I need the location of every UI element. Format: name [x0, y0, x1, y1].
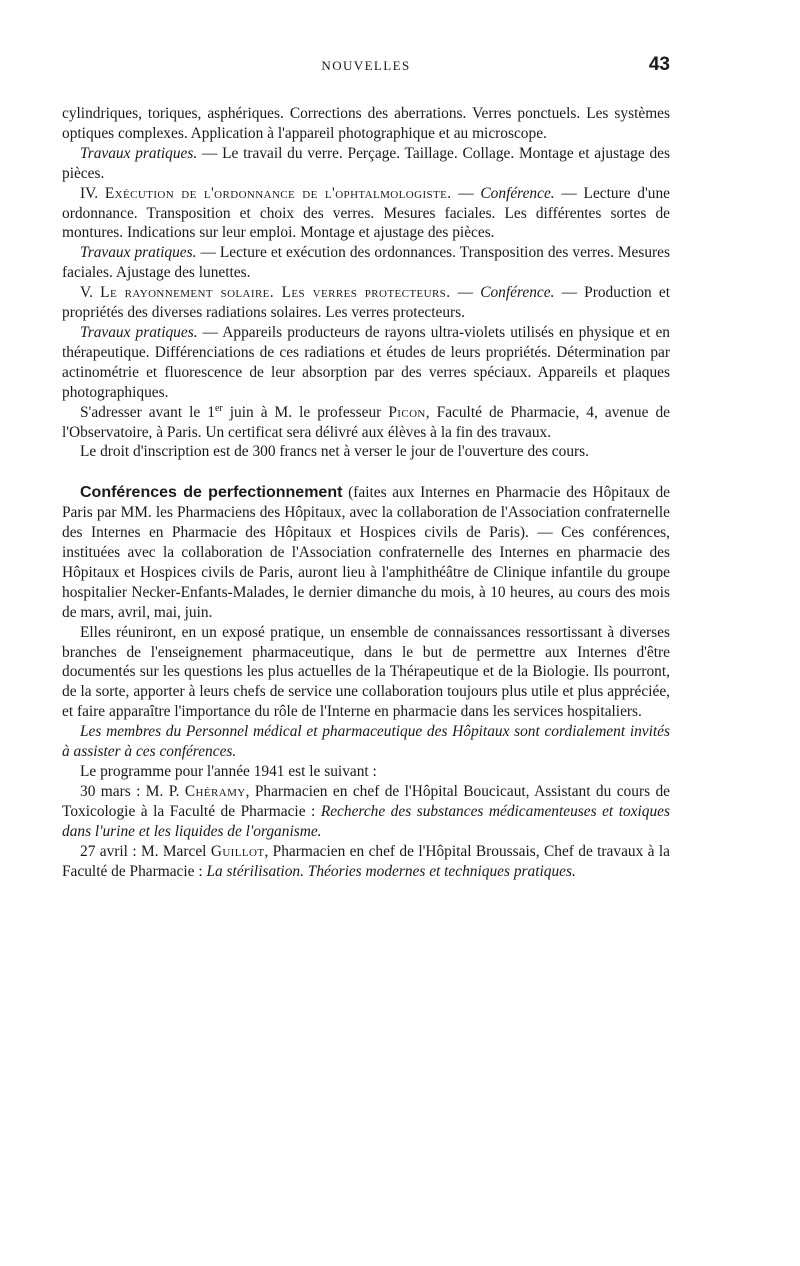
paragraph: Travaux pratiques. — Le travail du verre. Perçage. Taillage. Collage. Montage et ajustage des pièces. — [62, 144, 670, 182]
conference-topic: Recherche des substances médicamenteuses et toxiques dans l'urine et les liquides de l'organisme. — [62, 802, 670, 840]
person-name: Guillot — [210, 842, 265, 860]
paragraph: cylindriques, toriques, asphériques. Corrections des aberrations. Verres ponctuels. Les systèmes optiques complexes. Application à l'appareil photographique et au microscope. — [62, 105, 670, 142]
page-header — [62, 56, 670, 80]
section-title: Conférences de perfectionnement — [80, 484, 343, 502]
conference-topic: La stérilisation. Théories modernes et techniques pratiques. — [206, 862, 576, 880]
label-conference: Conférence. — [480, 184, 555, 202]
paragraph: V. Le rayonnement solaire. Les verres protecteurs. — Conférence. — Production et propriétés des diverses radiations solaires. Les verres protecteurs. — [62, 284, 670, 322]
paragraph: S'adresser avant le 1er juin à M. le professeur Picon, Faculté de Pharmacie, 4, avenue de l'Observatoire, à Paris. Un certificat sera délivré aux élèves à la fin des travaux. — [62, 402, 670, 441]
paragraph: Travaux pratiques. — Lecture et exécution des ordonnances. Transposition des verres. Mesures faciales. Ajustage des lunettes. — [62, 244, 670, 282]
paragraph: Travaux pratiques. — Appareils producteurs de rayons ultra-violets utilisés en physique et en thérapeutique. Différenciations de ces radiations et études de leurs propriétés. Détermination par actinométrie et fluorescence de leur absorption par des verres spéciaux. Appareils et plaques photographiques. — [62, 323, 670, 401]
paragraph: Les membres du Personnel médical et pharmaceutique des Hôpitaux sont cordialement invités à assister à ces conférences. — [62, 723, 670, 761]
label-travaux-pratiques: Travaux pratiques. — [80, 323, 198, 341]
page-body — [62, 104, 670, 881]
label-conference: Conférence. — [480, 284, 555, 302]
person-name: Picon — [388, 403, 426, 421]
running-head: NOUVELLES — [321, 58, 411, 73]
page-number: 43 — [648, 54, 670, 75]
person-name: Chéramy — [184, 782, 246, 800]
label-travaux-pratiques: Travaux pratiques. — [80, 144, 198, 162]
section-spacer — [62, 462, 670, 483]
paragraph: IV. Exécution de l'ordonnance de l'ophtalmologiste. — Conférence. — Lecture d'une ordonnance. Transposition et choix des verres. Mesures faciales. Les différentes sortes de montures. Indications sur leur emploi. Montage et ajustage des pièces. — [62, 184, 670, 242]
paragraph: Elles réuniront, en un exposé pratique, un ensemble de connaissances ressortissant à diverses branches de l'enseignement pharmaceutique, dans le but de permettre aux Internes d'être documentés sur les questions les plus actuelles de la Thérapeutique et de la Biologie. Ils pourront, de la sorte, apporter à leurs chefs de service une collaboration toujours plus utile et plus appréciée, et faire apparaître l'importance du rôle de l'Interne en pharmacie dans les services hospitaliers. — [62, 623, 670, 721]
label-travaux-pratiques: Travaux pratiques. — [80, 244, 197, 262]
paragraph: Le programme pour l'année 1941 est le suivant : — [80, 763, 377, 780]
paragraph: 27 avril : M. Marcel Guillot, Pharmacien en chef de l'Hôpital Broussais, Chef de travaux à la Faculté de Pharmacie : La stérilisation. Théories modernes et techniques pratiques. — [62, 842, 670, 880]
paragraph: 30 mars : M. P. Chéramy, Pharmacien en chef de l'Hôpital Boucicaut, Assistant du cours de Toxicologie à la Faculté de Pharmacie : Recherche des substances médicamenteuses et toxiques dans l'urine et les liquides de l'organisme. — [62, 782, 670, 840]
paragraph: Conférences de perfectionnement (faites aux Internes en Pharmacie des Hôpitaux de Paris par MM. les Pharmaciens des Hôpitaux, avec la collaboration de l'Association confraternelle des Internes en Pharmacie des Hôpitaux et Hospices civils de Paris). — Ces conférences, instituées avec la collaboration de l'Association confraternelle des Internes en pharmacie des Hôpitaux et Hospices civils de Paris, auront lieu à l'amphithéâtre de Clinique infantile du groupe hospitalier Necker-Enfants-Malades, le dernier dimanche du mois, à 10 heures, au cours des mois de mars, avril, mai, juin. — [62, 484, 670, 621]
paragraph: Le droit d'inscription est de 300 francs net à verser le jour de l'ouverture des cours. — [80, 443, 589, 461]
section-heading: Le rayonnement solaire. Les verres protecteurs. — [100, 284, 451, 302]
section-heading: Exécution de l'ordonnance de l'ophtalmologiste. — [104, 184, 452, 202]
